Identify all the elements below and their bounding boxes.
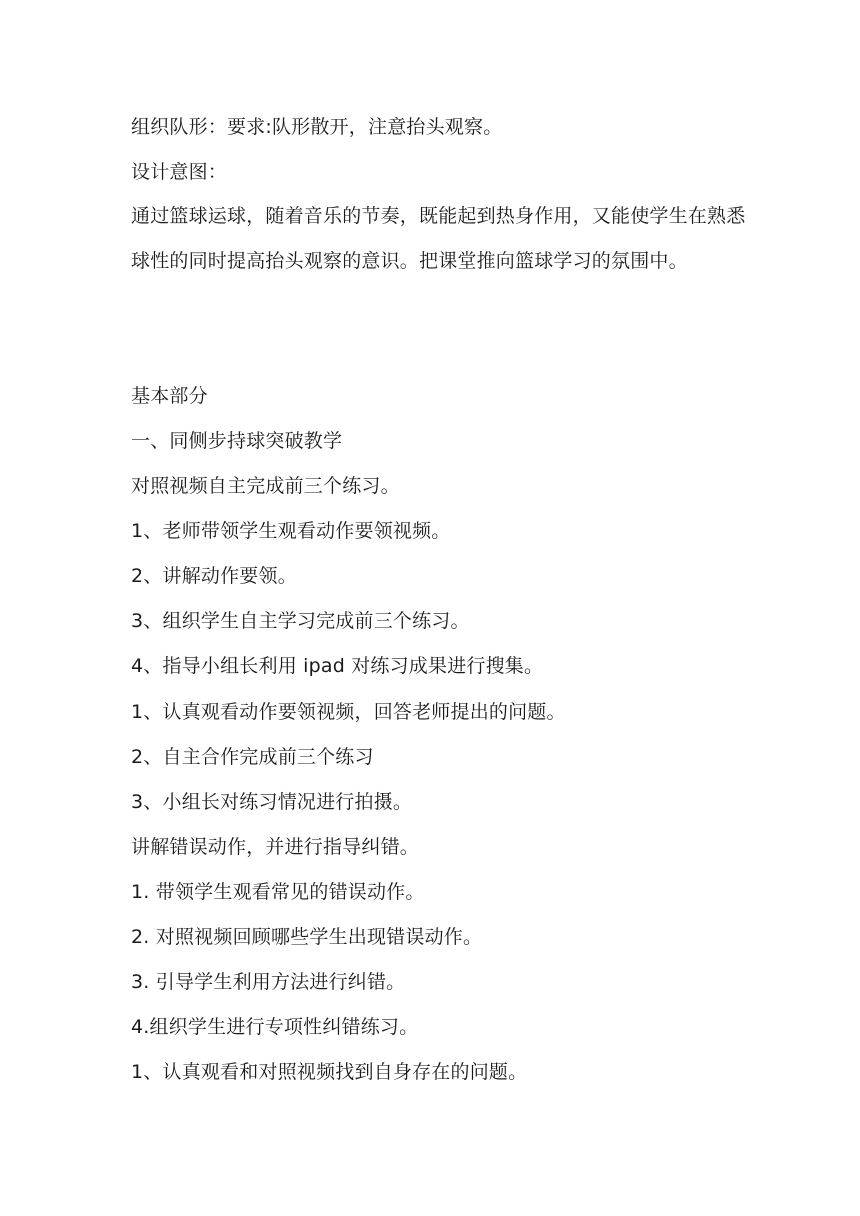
list-item: 3、小组长对练习情况进行拍摄。 xyxy=(131,791,413,813)
list-item: 1、认真观看动作要领视频，回答老师提出的问题。 xyxy=(131,701,566,723)
list-item: 1、认真观看和对照视频找到自身存在的问题。 xyxy=(131,1061,528,1083)
list-item: 2. 对照视频回顾哪些学生出现错误动作。 xyxy=(131,926,483,948)
list-item: 1、老师带领学生观看动作要领视频。 xyxy=(131,520,451,542)
list-item: 2、讲解动作要领。 xyxy=(131,565,297,587)
paragraph: 讲解错误动作，并进行指导纠错。 xyxy=(131,836,420,858)
paragraph: 对照视频自主完成前三个练习。 xyxy=(131,475,400,497)
list-item: 1. 带领学生观看常见的错误动作。 xyxy=(131,881,425,903)
list-item: 4、指导小组长利用 ipad 对练习成果进行搜集。 xyxy=(131,655,544,677)
list-item: 3. 引导学生利用方法进行纠错。 xyxy=(131,971,406,993)
section-one-heading: 一、同侧步持球突破教学 xyxy=(131,430,343,452)
basic-part-heading: 基本部分 xyxy=(131,385,208,407)
list-item: 4.组织学生进行专项性纠错练习。 xyxy=(131,1016,419,1038)
formation-requirement: 组织队形：要求:队形散开，注意抬头观察。 xyxy=(131,116,503,138)
design-intent-heading: 设计意图： xyxy=(131,161,228,183)
design-intent-text: 通过篮球运球，随着音乐的节奏，既能起到热身作用，又能使学生在熟悉球性的同时提高抬头观察的意识。把课堂推向篮球学习的氛围中。 xyxy=(131,205,746,272)
list-item: 2、自主合作完成前三个练习 xyxy=(131,746,374,768)
list-item: 3、组织学生自主学习完成前三个练习。 xyxy=(131,610,470,632)
